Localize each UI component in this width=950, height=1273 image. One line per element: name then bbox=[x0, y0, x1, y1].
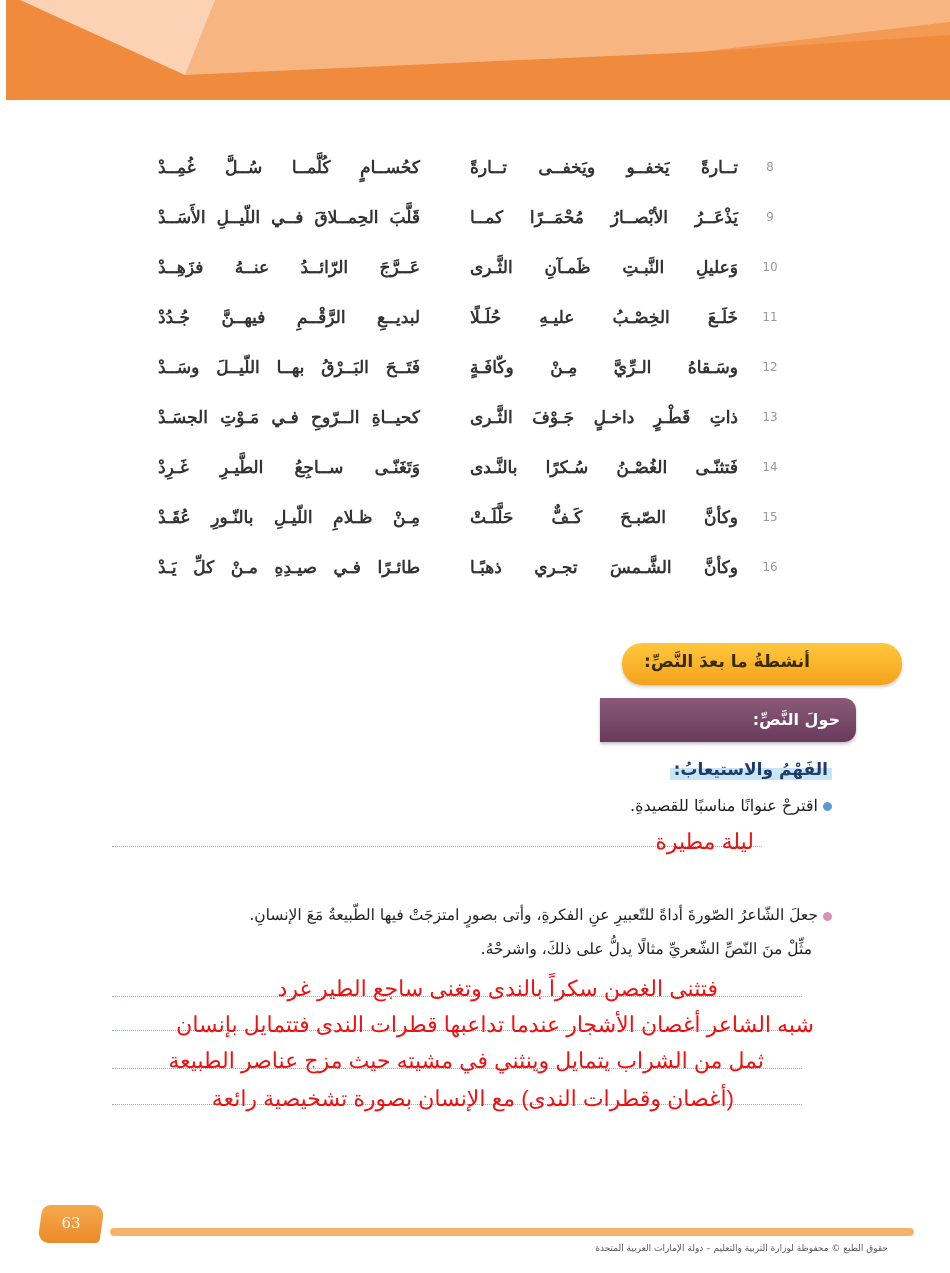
verse-first-hemistich: وَعليلِ النَّبـتِ ظَمـآنِ الثَّـرى bbox=[470, 258, 738, 278]
verse-number: 12 bbox=[762, 360, 778, 374]
answer-2-line: (أغصان وقطرات الندى) مع الإنسان بصورة تشخيصية رائعة bbox=[211, 1086, 734, 1111]
question-2-text: جعلَ الشّاعرُ الصّورةَ أداةً للتّعبيرِ عنِ الفكرةِ، وأتى بصورٍ امتزجَتْ فيها الطّبيعةُ مَعَ الإنسانِ. bbox=[249, 906, 818, 924]
answer-2-line: ثمل من الشراب يتمايل وينثني في مشيته حيث مزج عناصر الطبيعة bbox=[168, 1048, 764, 1073]
verse bbox=[150, 350, 780, 390]
verse-number: 16 bbox=[762, 560, 778, 574]
verse-second-hemistich: عَــرَّجَ الرّائــدُ عنــهُ فزَهِــدْ bbox=[158, 258, 420, 278]
question-2-line-2: مثِّلْ منَ النّصِّ الشّعريِّ مثالًا يدلُّ على ذلكَ، واشرحْهُ. bbox=[480, 940, 812, 958]
verse-first-hemistich: ذاتِ قَطْـرٍ داخـلٍ جَـوْفَ الثَّـرى bbox=[470, 408, 738, 428]
verse-first-hemistich: وسَـقاهُ الـرِّيَّ مِـنْ وكّافَـةٍ bbox=[470, 358, 738, 378]
verse bbox=[150, 450, 780, 490]
verse-first-hemistich: فَتثنّـى الغُصْـنُ سُـكرًا بالنَّـدى bbox=[470, 458, 738, 478]
verse-number: 9 bbox=[766, 210, 774, 224]
page-number: 63 bbox=[61, 1214, 81, 1232]
section-title: حولَ النَّصِّ: bbox=[752, 710, 840, 729]
verse-number: 13 bbox=[762, 410, 778, 424]
bullet-icon bbox=[823, 802, 832, 811]
verse bbox=[150, 500, 780, 540]
verse-second-hemistich: قَلَّبَ الحِمــلاقَ فــي اللّيــلِ الأَسَــدْ bbox=[158, 208, 420, 228]
question-1-text: اقترحْ عنوانًا مناسبًا للقصيدةِ. bbox=[630, 796, 818, 815]
verse-second-hemistich: لبديــعِ الرَّقْــمِ فيهــنَّ جُـدُدْ bbox=[158, 308, 420, 328]
answer-2-line: فتثنى الغصن سكراً بالندى وتغنى ساجع الطير غرد bbox=[277, 976, 718, 1001]
verse bbox=[150, 200, 780, 240]
copyright-notice: حقوق الطبع © محفوظة لوزارة التربية والتعليم – دولة الإمارات العربية المتحدة bbox=[595, 1244, 888, 1254]
verse-first-hemistich: خَلَـعَ الخِصْـبُ عليـهِ حُلَـلًا bbox=[470, 308, 738, 328]
verse-second-hemistich: كحُســامٍ كُلَّمــا سُــلَّ غُمِــدْ bbox=[158, 158, 420, 178]
answer-1: ليلة مطيرة bbox=[655, 829, 754, 854]
question-2-line-1 bbox=[249, 906, 832, 924]
verse-second-hemistich: فَتَــحَ البَــرْقُ بهــا اللّيــلَ وسَــدْ bbox=[158, 358, 420, 378]
verse-first-hemistich: وكأنَّ الشَّـمسَ تجـري ذهبًـا bbox=[470, 558, 738, 578]
answer-2-line: شبه الشاعر أغصان الأشجار عندما تداعبها قطرات الندى فتتمايل بإنسان bbox=[176, 1012, 814, 1037]
verse-first-hemistich: يَذْعَــرُ الأبْصــارُ مُحْمَــرًا كمــا bbox=[470, 208, 738, 228]
verse bbox=[150, 400, 780, 440]
section-heading-about-text bbox=[600, 698, 856, 742]
activities-heading bbox=[622, 643, 902, 685]
comprehension-subheading: الفَهْمُ والاستيعابُ: bbox=[670, 760, 832, 780]
verse-second-hemistich: وَتَغَنّـى ســاجِعُ الطَّيـرِ غَـرِدْ bbox=[158, 458, 420, 478]
verse-number: 11 bbox=[762, 310, 778, 324]
footer-bar bbox=[110, 1228, 914, 1236]
verse-number: 8 bbox=[766, 160, 774, 174]
question-1 bbox=[630, 796, 832, 815]
verse-second-hemistich: كحيــاةِ الــرّوحِ فـي مَـوْتِ الجسَـدْ bbox=[158, 408, 420, 428]
verse-number: 10 bbox=[762, 260, 778, 274]
activities-title: أنشطةُ ما بعدَ النَّصِّ: bbox=[644, 652, 810, 672]
header-banner bbox=[0, 0, 950, 100]
verse bbox=[150, 250, 780, 290]
verse bbox=[150, 550, 780, 590]
verse-second-hemistich: طائـرًا فـي صيـدِهِ مـنْ كلِّ يَـدْ bbox=[158, 558, 420, 578]
verse-first-hemistich: تــارةً يَخفــو ويَخفــى تــارةً bbox=[470, 158, 738, 178]
verse-first-hemistich: وكأنَّ الصّبـحَ كَـفٌّ حَلَّلَـتْ bbox=[470, 508, 738, 528]
verse-number: 15 bbox=[762, 510, 778, 524]
verse bbox=[150, 300, 780, 340]
verse bbox=[150, 150, 780, 190]
verse-second-hemistich: مِـنْ ظـلامِ اللّيـلِ بالنّـورِ عُقَـدْ bbox=[158, 508, 420, 528]
bullet-icon bbox=[823, 912, 832, 921]
verse-number: 14 bbox=[762, 460, 778, 474]
